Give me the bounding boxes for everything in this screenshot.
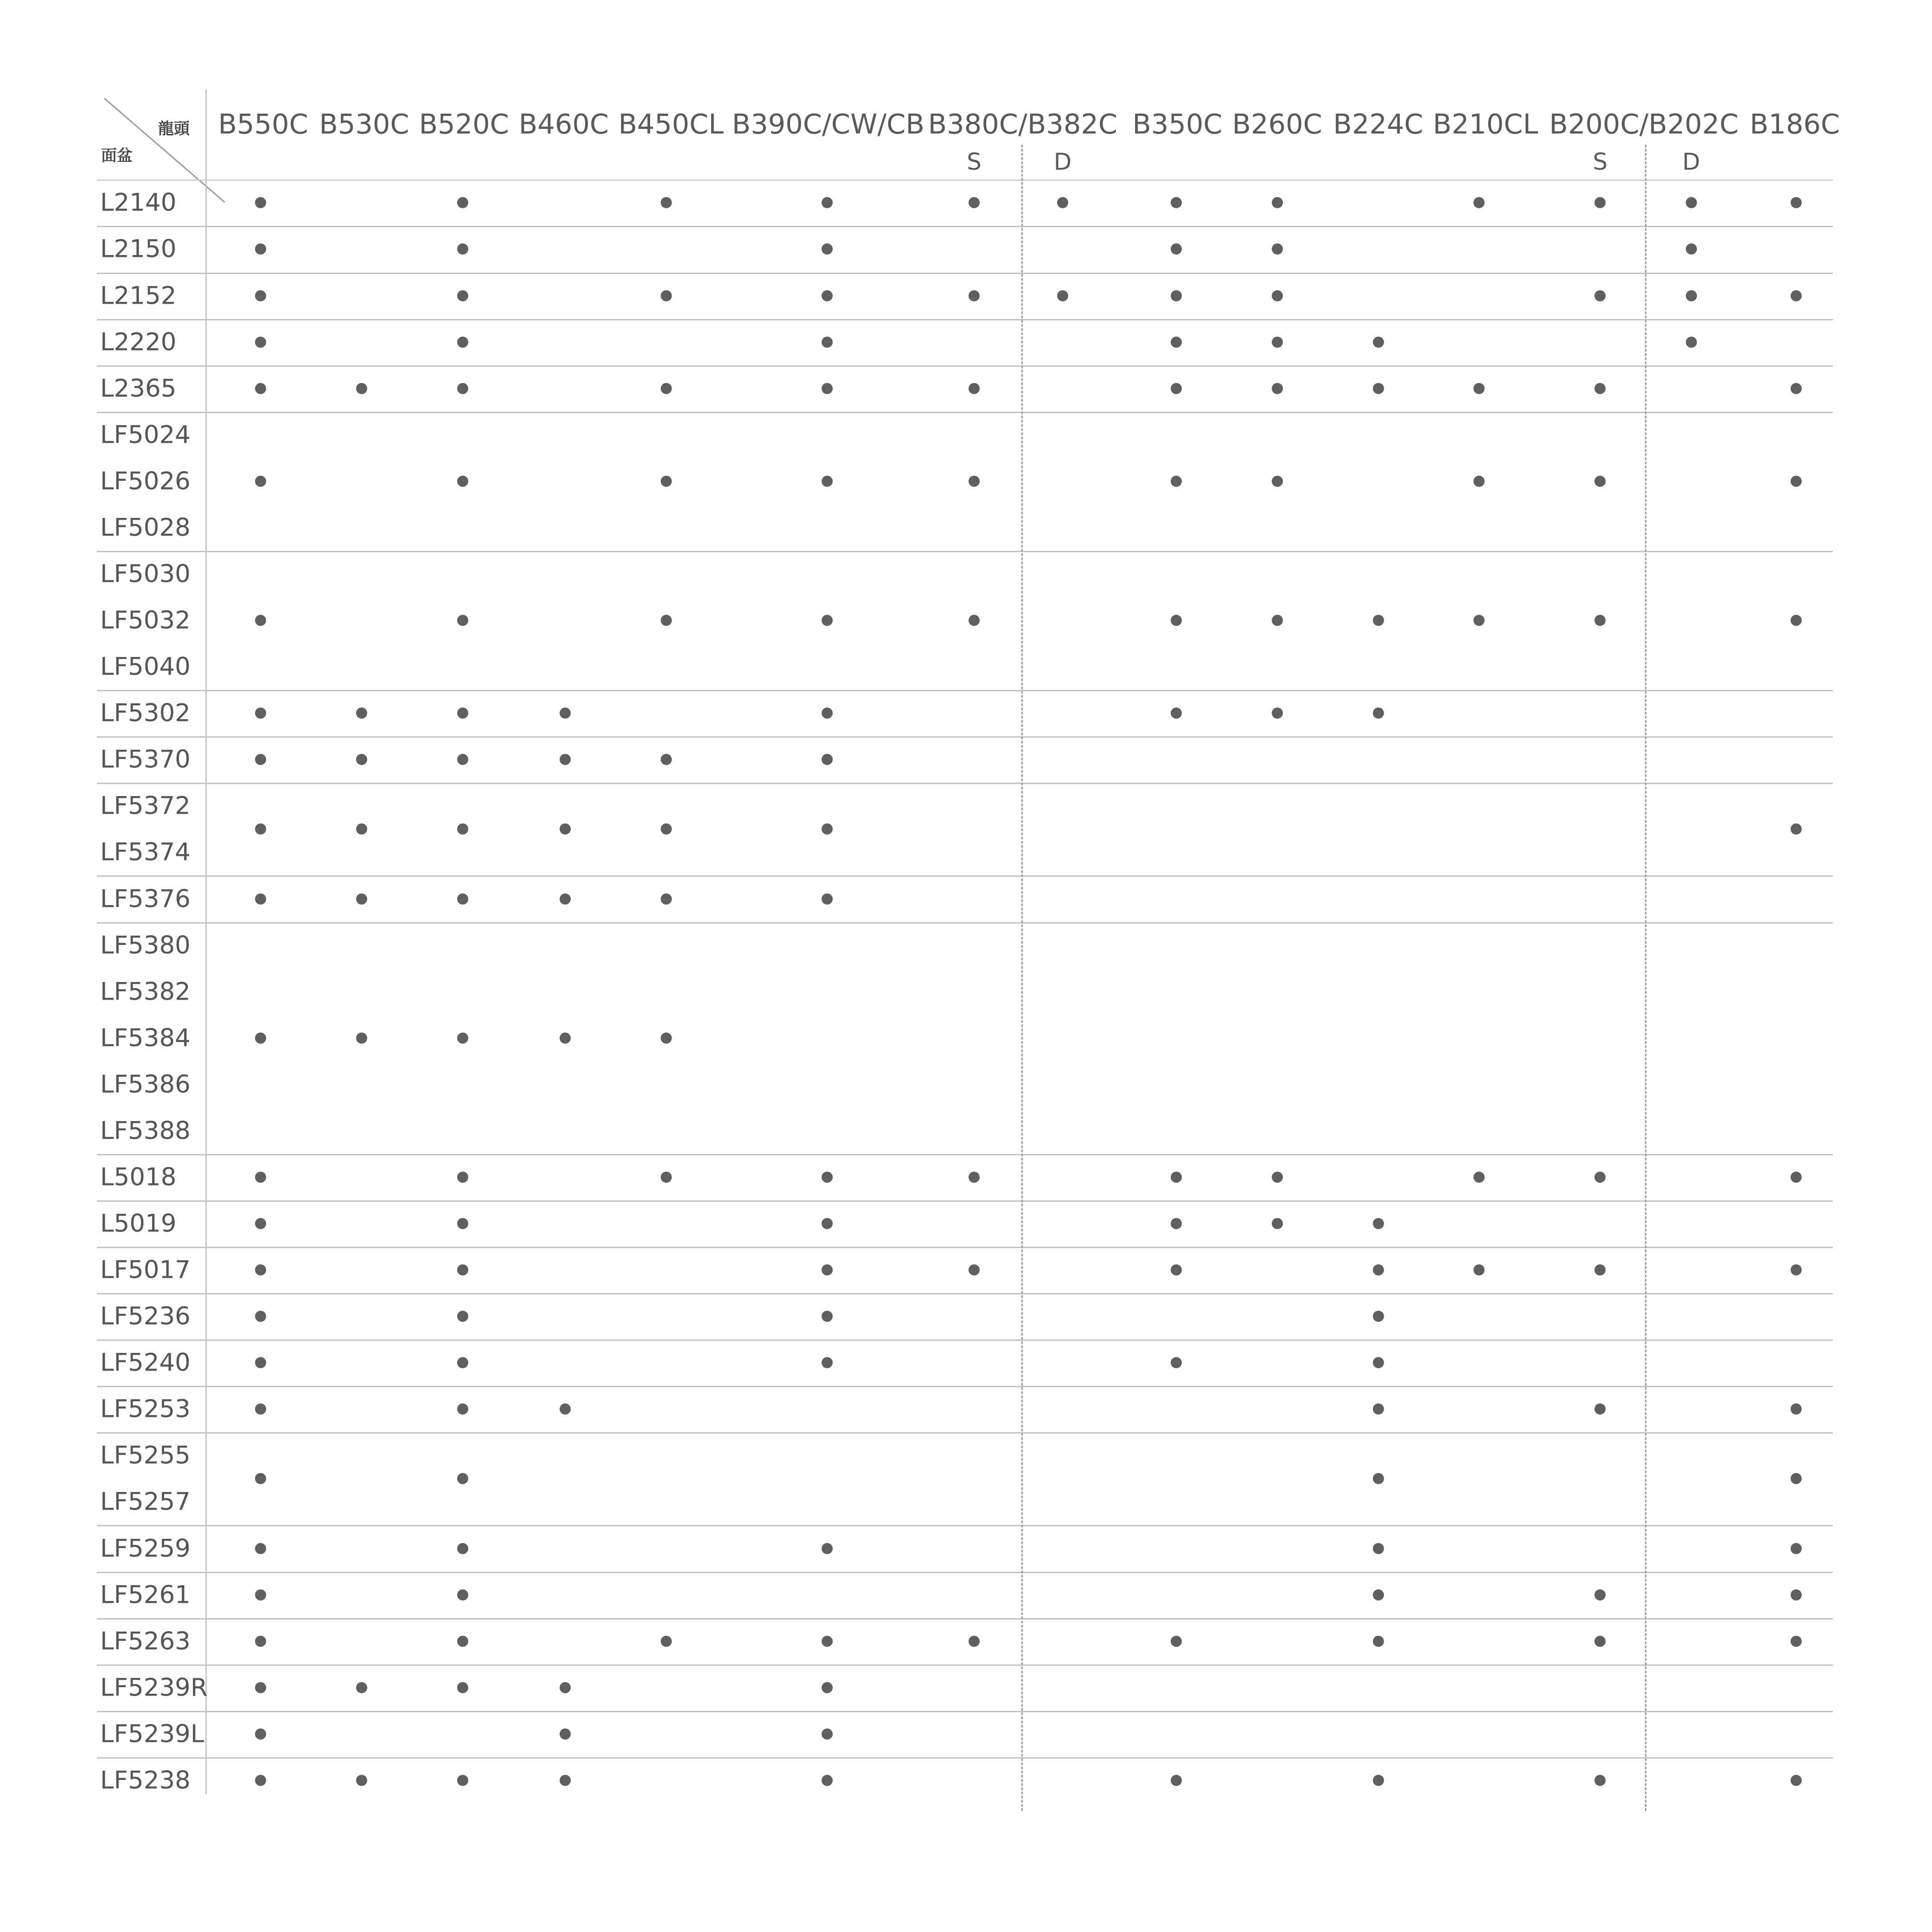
- compatibility-dot: [822, 197, 833, 208]
- row-divider: [97, 1711, 1833, 1712]
- compatibility-dot: [1594, 1775, 1606, 1786]
- compatibility-dot: [457, 383, 468, 394]
- compatibility-dot: [1272, 1218, 1283, 1229]
- column-header-b224c: B224C: [1333, 108, 1423, 140]
- compatibility-dot: [1272, 615, 1283, 626]
- compatibility-dot: [457, 1636, 468, 1647]
- compatibility-dot: [255, 823, 266, 835]
- compatibility-dot: [1594, 197, 1606, 208]
- compatibility-dot: [1594, 290, 1606, 301]
- column-header-b380c: B380C/B382C: [928, 108, 1118, 140]
- compatibility-dot: [255, 1636, 266, 1647]
- compatibility-dot: [356, 708, 367, 719]
- compatibility-dot: [255, 197, 266, 208]
- compatibility-dot: [1594, 476, 1606, 487]
- compatibility-dot: [969, 615, 980, 626]
- column-header-b460c: B460C: [518, 108, 609, 140]
- compatibility-dot: [1272, 383, 1283, 394]
- compatibility-dot: [255, 1543, 266, 1554]
- compatibility-dot: [661, 476, 672, 487]
- compatibility-dot: [1594, 1403, 1606, 1415]
- compatibility-dot: [1791, 290, 1802, 301]
- compatibility-dot: [457, 197, 468, 208]
- compatibility-dot: [1057, 197, 1068, 208]
- row-label: L2140: [100, 188, 177, 217]
- column-header-b186c: B186C: [1749, 108, 1840, 140]
- corner-faucet-label: 龍頭: [158, 120, 190, 138]
- row-header-divider: [205, 89, 207, 1794]
- compatibility-dot: [255, 754, 266, 765]
- row-label: LF5238: [100, 1766, 191, 1795]
- compatibility-dot: [255, 383, 266, 394]
- row-label: L2152: [100, 281, 177, 310]
- compatibility-dot: [822, 708, 833, 719]
- compatibility-dot: [822, 615, 833, 626]
- compatibility-dot: [1791, 1473, 1802, 1484]
- compatibility-dot: [457, 708, 468, 719]
- compatibility-dot: [1171, 1264, 1182, 1275]
- row-label: LF5259: [100, 1534, 191, 1563]
- compatibility-dot: [661, 290, 672, 301]
- row-label: LF5236: [100, 1302, 191, 1331]
- compatibility-dot: [1171, 243, 1182, 255]
- compatibility-dot: [1473, 1264, 1485, 1275]
- compatibility-dot: [1171, 290, 1182, 301]
- compatibility-dot: [1791, 1264, 1802, 1275]
- compatibility-dot: [1791, 1543, 1802, 1554]
- row-divider: [97, 273, 1833, 274]
- column-header-b530c: B530C: [319, 108, 409, 140]
- row-divider: [97, 783, 1833, 784]
- compatibility-dot: [1171, 615, 1182, 626]
- compatibility-dot: [356, 893, 367, 905]
- compatibility-dot: [457, 1357, 468, 1368]
- row-label: L2150: [100, 235, 177, 263]
- compatibility-dot: [560, 1728, 571, 1740]
- row-divider: [97, 1664, 1833, 1666]
- compatibility-dot: [1171, 708, 1182, 719]
- row-label: LF5028: [100, 513, 191, 542]
- compatibility-dot: [1373, 1311, 1384, 1322]
- row-divider: [97, 551, 1833, 552]
- compatibility-dot: [1791, 1775, 1802, 1786]
- compatibility-dot: [255, 1311, 266, 1322]
- compatibility-dot: [1473, 615, 1485, 626]
- compatibility-dot: [1373, 1636, 1384, 1647]
- compatibility-dot: [1171, 383, 1182, 394]
- compatibility-dot: [1272, 290, 1283, 301]
- compatibility-dot: [822, 383, 833, 394]
- sub-header-b200c-s: S: [1593, 148, 1608, 175]
- row-divider: [97, 1200, 1833, 1202]
- compatibility-dot: [822, 1775, 833, 1786]
- header-divider: [97, 179, 1833, 181]
- column-header-b390c: B390C/CW/CB: [732, 108, 925, 140]
- row-label: LF5017: [100, 1256, 191, 1284]
- compatibility-dot: [661, 197, 672, 208]
- compatibility-dot: [661, 1172, 672, 1183]
- compatibility-dot: [255, 1033, 266, 1044]
- compatibility-dot: [1791, 1636, 1802, 1647]
- column-header-b210cl: B210CL: [1433, 108, 1538, 140]
- compatibility-dot: [457, 476, 468, 487]
- compatibility-dot: [1057, 290, 1068, 301]
- compatibility-dot: [1171, 1218, 1182, 1229]
- row-label: LF5040: [100, 652, 191, 681]
- compatibility-dot: [969, 1264, 980, 1275]
- compatibility-dot: [255, 1682, 266, 1693]
- compatibility-dot: [255, 243, 266, 255]
- compatibility-dot: [457, 1311, 468, 1322]
- compatibility-dot: [1686, 197, 1697, 208]
- row-label: LF5374: [100, 838, 191, 867]
- compatibility-dot: [457, 1218, 468, 1229]
- compatibility-dot: [457, 1033, 468, 1044]
- compatibility-dot: [661, 383, 672, 394]
- compatibility-dot: [1594, 1264, 1606, 1275]
- compatibility-dot: [457, 823, 468, 835]
- compatibility-dot: [822, 1636, 833, 1647]
- compatibility-dot: [1373, 1264, 1384, 1275]
- column-header-b200c: B200C/B202C: [1549, 108, 1739, 140]
- compatibility-dot: [356, 1682, 367, 1693]
- compatibility-dot: [255, 1589, 266, 1600]
- compatibility-dot: [969, 1172, 980, 1183]
- row-divider: [97, 319, 1833, 320]
- compatibility-dot: [255, 1473, 266, 1484]
- row-label: LF5382: [100, 977, 191, 1006]
- row-divider: [97, 1757, 1833, 1759]
- compatibility-dot: [1791, 1172, 1802, 1183]
- compatibility-dot: [1791, 383, 1802, 394]
- compatibility-dot: [1171, 197, 1182, 208]
- row-divider: [97, 1525, 1833, 1526]
- row-label: LF5030: [100, 560, 191, 588]
- row-label: LF5302: [100, 699, 191, 727]
- compatibility-dot: [661, 1033, 672, 1044]
- compatibility-dot: [1791, 1403, 1802, 1415]
- compatibility-dot: [255, 1172, 266, 1183]
- compatibility-dot: [457, 615, 468, 626]
- row-label: LF5263: [100, 1627, 191, 1656]
- sub-header-b380c-d: D: [1053, 148, 1072, 175]
- compatibility-dot: [457, 1264, 468, 1275]
- compatibility-dot: [822, 243, 833, 255]
- compatibility-dot: [1373, 337, 1384, 348]
- compatibility-dot: [822, 1728, 833, 1740]
- compatibility-dot: [969, 197, 980, 208]
- compatibility-dot: [969, 1636, 980, 1647]
- compatibility-dot: [1473, 1172, 1485, 1183]
- sub-header-b380c-s: S: [967, 148, 982, 175]
- column-header-b550c: B550C: [218, 108, 308, 140]
- row-label: LF5257: [100, 1487, 191, 1516]
- row-divider: [97, 1432, 1833, 1434]
- compatibility-dot: [822, 823, 833, 835]
- compatibility-dot: [457, 1172, 468, 1183]
- row-divider: [97, 736, 1833, 738]
- compatibility-dot: [969, 476, 980, 487]
- compatibility-dot: [457, 1403, 468, 1415]
- compatibility-dot: [1373, 1403, 1384, 1415]
- compatibility-dot: [255, 337, 266, 348]
- compatibility-dot: [822, 1172, 833, 1183]
- row-divider: [97, 1154, 1833, 1155]
- compatibility-dot: [822, 1218, 833, 1229]
- row-label: LF5032: [100, 606, 191, 635]
- compatibility-dot: [356, 1033, 367, 1044]
- row-label: L2220: [100, 328, 177, 357]
- compatibility-dot: [1171, 476, 1182, 487]
- row-divider: [97, 412, 1833, 413]
- compatibility-dot: [822, 754, 833, 765]
- compatibility-dot: [1373, 1775, 1384, 1786]
- compatibility-dot: [822, 1682, 833, 1693]
- compatibility-dot: [1594, 383, 1606, 394]
- row-label: LF5024: [100, 421, 191, 449]
- row-label: LF5376: [100, 885, 191, 913]
- compatibility-dot: [822, 476, 833, 487]
- compatibility-dot: [661, 1636, 672, 1647]
- compatibility-dot: [1791, 615, 1802, 626]
- compatibility-dot: [560, 754, 571, 765]
- compatibility-dot: [822, 1311, 833, 1322]
- compatibility-dot: [822, 337, 833, 348]
- b380c-s-d-divider: [1021, 145, 1023, 1811]
- row-label: LF5372: [100, 791, 191, 820]
- compatibility-dot: [661, 615, 672, 626]
- column-header-b350c: B350C: [1132, 108, 1223, 140]
- compatibility-dot: [1791, 476, 1802, 487]
- compatibility-dot: [255, 615, 266, 626]
- compatibility-dot: [560, 1403, 571, 1415]
- compatibility-dot: [457, 754, 468, 765]
- compatibility-dot: [255, 1403, 266, 1415]
- row-label: LF5380: [100, 931, 191, 960]
- row-label: L5018: [100, 1163, 177, 1192]
- compatibility-dot: [356, 1775, 367, 1786]
- compatibility-dot: [1473, 476, 1485, 487]
- compatibility-dot: [1171, 337, 1182, 348]
- corner-basin-label: 面盆: [101, 147, 133, 165]
- sub-header-b200c-d: D: [1682, 148, 1701, 175]
- compatibility-dot: [822, 1357, 833, 1368]
- row-label: L2365: [100, 374, 177, 403]
- compatibility-dot: [457, 1543, 468, 1554]
- compatibility-dot: [1272, 243, 1283, 255]
- compatibility-dot: [560, 708, 571, 719]
- compatibility-dot: [1791, 1589, 1802, 1600]
- compatibility-dot: [1686, 337, 1697, 348]
- column-header-b520c: B520C: [419, 108, 509, 140]
- row-divider: [97, 690, 1833, 691]
- compatibility-dot: [1171, 1357, 1182, 1368]
- compatibility-dot: [1594, 615, 1606, 626]
- compatibility-dot: [1473, 197, 1485, 208]
- compatibility-dot: [457, 337, 468, 348]
- compatibility-dot: [356, 383, 367, 394]
- row-label: LF5240: [100, 1348, 191, 1377]
- compatibility-dot: [560, 1033, 571, 1044]
- compatibility-dot: [1171, 1172, 1182, 1183]
- compatibility-dot: [356, 823, 367, 835]
- column-header-b450cl: B450CL: [618, 108, 724, 140]
- compatibility-dot: [255, 1264, 266, 1275]
- compatibility-dot: [822, 893, 833, 905]
- compatibility-dot: [1272, 197, 1283, 208]
- compatibility-dot: [969, 383, 980, 394]
- b200c-s-d-divider: [1645, 145, 1646, 1811]
- compatibility-dot: [1272, 476, 1283, 487]
- row-label: LF5384: [100, 1024, 191, 1052]
- compatibility-dot: [1373, 1543, 1384, 1554]
- compatibility-dot: [661, 823, 672, 835]
- compatibility-dot: [255, 1218, 266, 1229]
- compatibility-dot: [1594, 1636, 1606, 1647]
- compatibility-dot: [457, 243, 468, 255]
- compatibility-dot: [1373, 708, 1384, 719]
- row-divider: [97, 1572, 1833, 1573]
- compatibility-dot: [969, 290, 980, 301]
- compatibility-dot: [255, 708, 266, 719]
- compatibility-dot: [457, 1775, 468, 1786]
- compatibility-dot: [822, 1264, 833, 1275]
- compatibility-dot: [1272, 1172, 1283, 1183]
- row-divider: [97, 1386, 1833, 1387]
- compatibility-dot: [1473, 383, 1485, 394]
- compatibility-dot: [560, 1775, 571, 1786]
- compatibility-dot: [661, 754, 672, 765]
- compatibility-dot: [822, 290, 833, 301]
- compatibility-dot: [457, 1682, 468, 1693]
- compatibility-dot: [1373, 615, 1384, 626]
- row-label: LF5026: [100, 467, 191, 496]
- compatibility-dot: [457, 893, 468, 905]
- compatibility-dot: [661, 893, 672, 905]
- compatibility-dot: [1272, 708, 1283, 719]
- row-label: LF5386: [100, 1070, 191, 1099]
- row-label: LF5239L: [100, 1720, 204, 1748]
- compatibility-dot: [356, 754, 367, 765]
- compatibility-dot: [1373, 383, 1384, 394]
- compatibility-dot: [255, 476, 266, 487]
- row-divider: [97, 1293, 1833, 1294]
- row-divider: [97, 1247, 1833, 1248]
- row-divider: [97, 226, 1833, 227]
- compatibility-dot: [1791, 197, 1802, 208]
- row-label: L5019: [100, 1209, 177, 1238]
- compatibility-dot: [1171, 1775, 1182, 1786]
- compatibility-dot: [1686, 290, 1697, 301]
- compatibility-dot: [255, 290, 266, 301]
- compatibility-dot: [1171, 1636, 1182, 1647]
- row-divider: [97, 365, 1833, 367]
- compatibility-dot: [1373, 1218, 1384, 1229]
- compatibility-dot: [1373, 1589, 1384, 1600]
- row-label: LF5370: [100, 745, 191, 774]
- compatibility-dot: [1686, 243, 1697, 255]
- row-label: LF5253: [100, 1395, 191, 1423]
- compatibility-dot: [1373, 1473, 1384, 1484]
- compatibility-dot: [255, 1357, 266, 1368]
- row-divider: [97, 875, 1833, 877]
- compatibility-dot: [457, 290, 468, 301]
- compatibility-dot: [1373, 1357, 1384, 1368]
- compatibility-dot: [560, 1682, 571, 1693]
- compatibility-dot: [560, 823, 571, 835]
- compatibility-dot: [1791, 823, 1802, 835]
- compatibility-dot: [457, 1473, 468, 1484]
- compatibility-dot: [822, 1543, 833, 1554]
- compatibility-dot: [1594, 1589, 1606, 1600]
- compatibility-dot: [1272, 337, 1283, 348]
- compatibility-dot: [255, 1775, 266, 1786]
- row-label: LF5239R: [100, 1673, 208, 1702]
- row-label: LF5388: [100, 1116, 191, 1145]
- compatibility-dot: [255, 1728, 266, 1740]
- compatibility-dot: [560, 893, 571, 905]
- compatibility-dot: [255, 893, 266, 905]
- row-label: LF5255: [100, 1441, 191, 1470]
- row-label: LF5261: [100, 1581, 191, 1609]
- row-divider: [97, 1339, 1833, 1341]
- compatibility-dot: [457, 1589, 468, 1600]
- column-header-b260c: B260C: [1232, 108, 1322, 140]
- row-divider: [97, 922, 1833, 924]
- compatibility-dot: [1594, 1172, 1606, 1183]
- row-divider: [97, 1618, 1833, 1620]
